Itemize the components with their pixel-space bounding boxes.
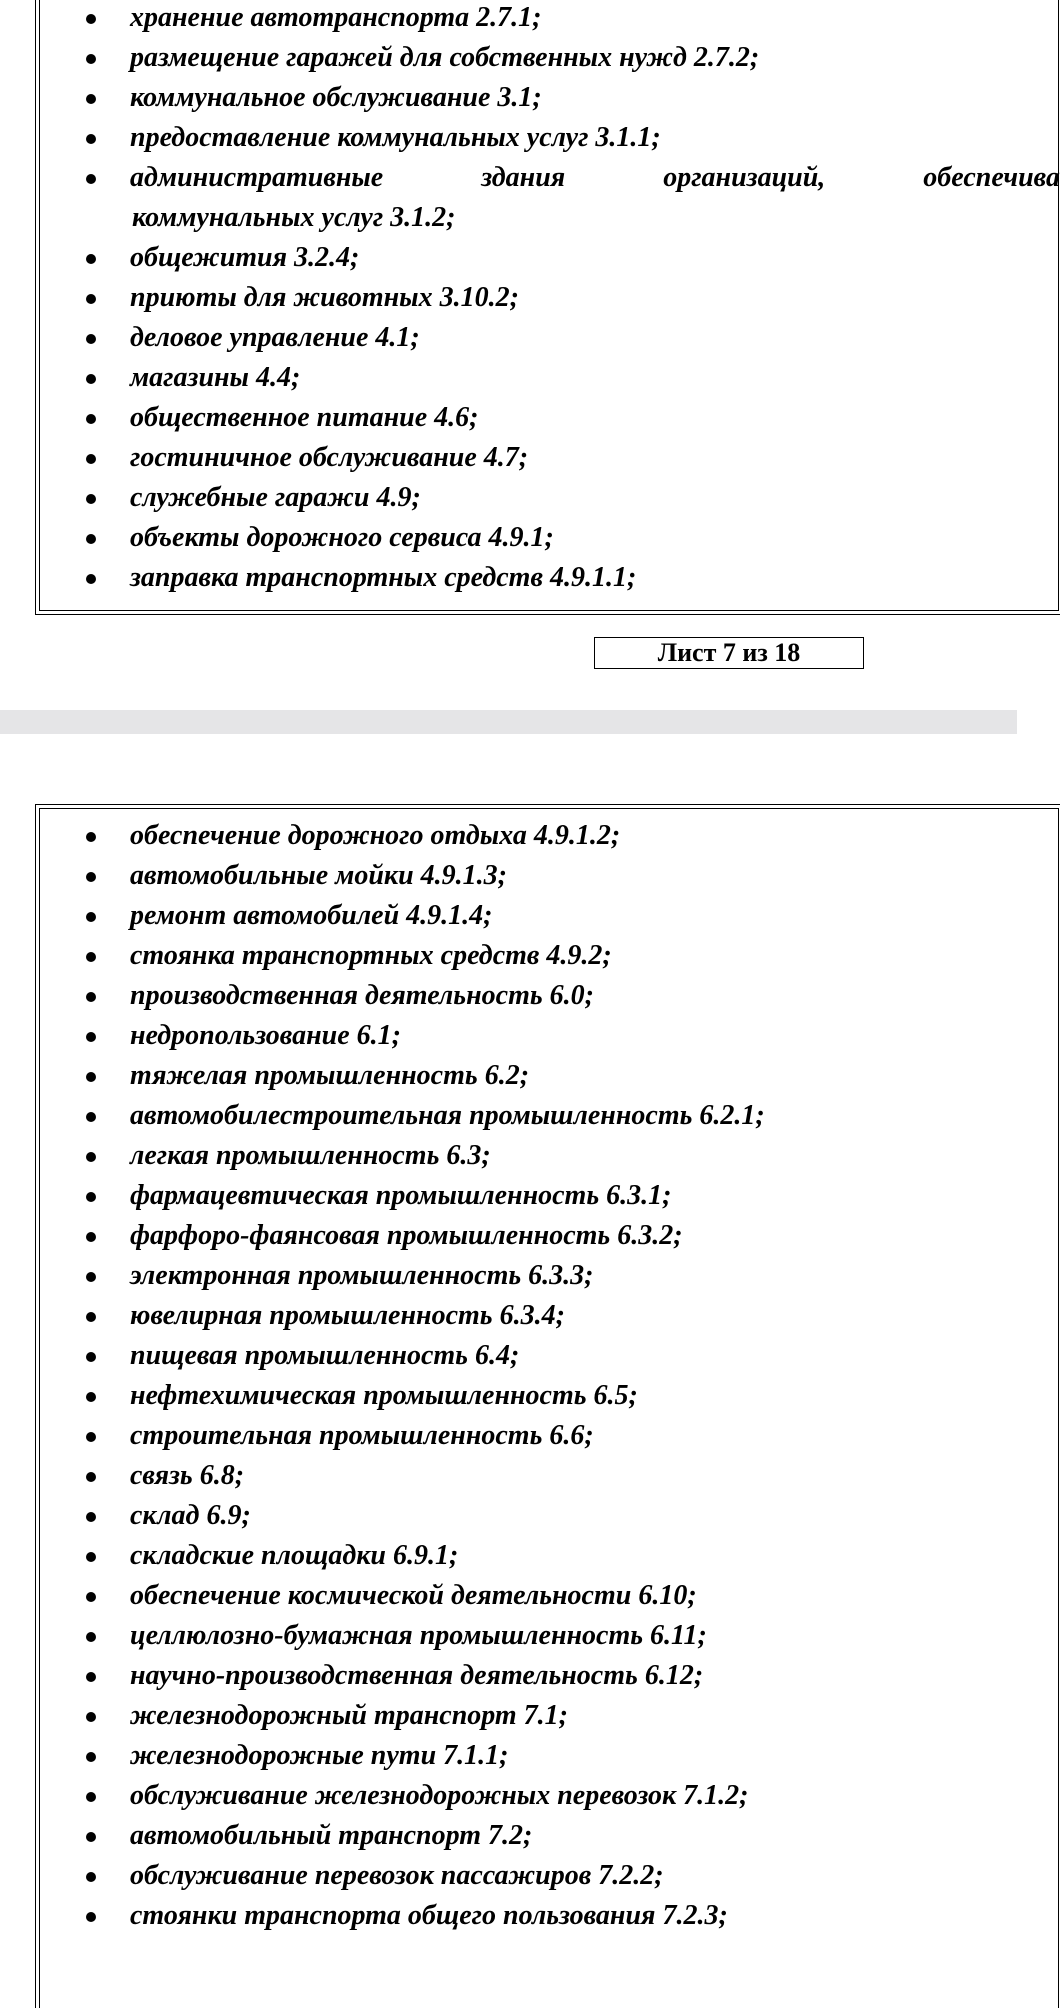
bullet-icon <box>86 832 96 842</box>
list-item: строительная промышленность 6.6; <box>0 1416 1017 1456</box>
list-item: обеспечение дорожного отдыха 4.9.1.2; <box>0 816 1017 856</box>
list-item: ювелирная промышленность 6.3.4; <box>0 1296 1017 1336</box>
list-item: коммунальное обслуживание 3.1; <box>0 78 1017 118</box>
document-page-7 <box>0 0 1060 710</box>
bullet-icon <box>86 1152 96 1162</box>
bullet-icon <box>86 454 96 464</box>
bullet-icon <box>86 912 96 922</box>
bullet-icon <box>86 1472 96 1482</box>
bullet-icon <box>86 1392 96 1402</box>
bullet-icon <box>86 1752 96 1762</box>
bullet-icon <box>86 1672 96 1682</box>
list-item: нефтехимическая промышленность 6.5; <box>0 1376 1017 1416</box>
list-item: общежития 3.2.4; <box>0 238 1017 278</box>
list-item: легкая промышленность 6.3; <box>0 1136 1017 1176</box>
list-item: хранение автотранспорта 2.7.1; <box>0 0 1017 38</box>
bullet-icon <box>86 334 96 344</box>
bullet-icon <box>86 54 96 64</box>
list-item: обслуживание перевозок пассажиров 7.2.2; <box>0 1856 1017 1896</box>
bullet-icon <box>86 494 96 504</box>
list-item: фармацевтическая промышленность 6.3.1; <box>0 1176 1017 1216</box>
bullet-icon <box>86 174 96 184</box>
list-item: тяжелая промышленность 6.2; <box>0 1056 1017 1096</box>
list-item: автомобильный транспорт 7.2; <box>0 1816 1017 1856</box>
list-item: служебные гаражи 4.9; <box>0 478 1017 518</box>
list-item: деловое управление 4.1; <box>0 318 1017 358</box>
bullet-icon <box>86 1552 96 1562</box>
bullet-icon <box>86 872 96 882</box>
bullet-icon <box>86 1432 96 1442</box>
list-item: общественное питание 4.6; <box>0 398 1017 438</box>
list-item: предоставление коммунальных услуг 3.1.1; <box>0 118 1017 158</box>
list-item: электронная промышленность 6.3.3; <box>0 1256 1017 1296</box>
bullet-icon <box>86 1592 96 1602</box>
bullet-icon <box>86 1792 96 1802</box>
list-item: складские площадки 6.9.1; <box>0 1536 1017 1576</box>
list-item: пищевая промышленность 6.4; <box>0 1336 1017 1376</box>
page-separator <box>0 710 1017 734</box>
list-item: научно-производственная деятельность 6.12; <box>0 1656 1017 1696</box>
bullet-icon <box>86 254 96 264</box>
bullet-icon <box>86 1272 96 1282</box>
bullet-icon <box>86 134 96 144</box>
bullet-icon <box>86 1352 96 1362</box>
list-item: автомобилестроительная промышленность 6.2.1; <box>0 1096 1017 1136</box>
list-item: связь 6.8; <box>0 1456 1017 1496</box>
bullet-icon <box>86 1112 96 1122</box>
bullet-icon <box>86 1192 96 1202</box>
list-item: заправка транспортных средств 4.9.1.1; <box>0 558 1017 598</box>
bullet-icon <box>86 992 96 1002</box>
bullet-icon <box>86 1512 96 1522</box>
bullet-icon <box>86 952 96 962</box>
list-item: обслуживание железнодорожных перевозок 7.1.2; <box>0 1776 1017 1816</box>
sheet-number-label: Лист 7 из 18 <box>594 637 864 669</box>
bullet-icon <box>86 1712 96 1722</box>
list-item: объекты дорожного сервиса 4.9.1; <box>0 518 1017 558</box>
list-item: стоянка транспортных средств 4.9.2; <box>0 936 1017 976</box>
list-item: ремонт автомобилей 4.9.1.4; <box>0 896 1017 936</box>
list-item: приюты для животных 3.10.2; <box>0 278 1017 318</box>
bullet-icon <box>86 1072 96 1082</box>
bullet-icon <box>86 14 96 24</box>
bullet-icon <box>86 1832 96 1842</box>
continuation-line: коммунальных услуг 3.1.2; <box>132 202 456 233</box>
bullet-icon <box>86 574 96 584</box>
permitted-use-list <box>0 816 1017 1936</box>
bullet-icon <box>86 1912 96 1922</box>
bullet-icon <box>86 534 96 544</box>
bullet-icon <box>86 94 96 104</box>
bullet-icon <box>86 1872 96 1882</box>
list-item: целлюлозно-бумажная промышленность 6.11; <box>0 1616 1017 1656</box>
bullet-icon <box>86 414 96 424</box>
list-item: обеспечение космической деятельности 6.10; <box>0 1576 1017 1616</box>
list-item: производственная деятельность 6.0; <box>0 976 1017 1016</box>
bullet-icon <box>86 374 96 384</box>
list-item: стоянки транспорта общего пользования 7.2.3; <box>0 1896 1017 1936</box>
justified-line: административные здания организаций, обеспечива <box>130 162 1060 193</box>
bullet-icon <box>86 294 96 304</box>
bullet-icon <box>86 1232 96 1242</box>
list-item: размещение гаражей для собственных нужд 2.7.2; <box>0 38 1017 78</box>
permitted-use-list <box>0 0 1060 598</box>
bullet-icon <box>86 1632 96 1642</box>
list-item: склад 6.9; <box>0 1496 1017 1536</box>
list-item: гостиничное обслуживание 4.7; <box>0 438 1017 478</box>
bullet-icon <box>86 1032 96 1042</box>
list-item: магазины 4.4; <box>0 358 1017 398</box>
list-item: недропользование 6.1; <box>0 1016 1017 1056</box>
list-item: автомобильные мойки 4.9.1.3; <box>0 856 1017 896</box>
list-item: железнодорожные пути 7.1.1; <box>0 1736 1017 1776</box>
list-item: фарфоро-фаянсовая промышленность 6.3.2; <box>0 1216 1017 1256</box>
bullet-icon <box>86 1312 96 1322</box>
list-item <box>0 158 1060 238</box>
list-item: железнодорожный транспорт 7.1; <box>0 1696 1017 1736</box>
